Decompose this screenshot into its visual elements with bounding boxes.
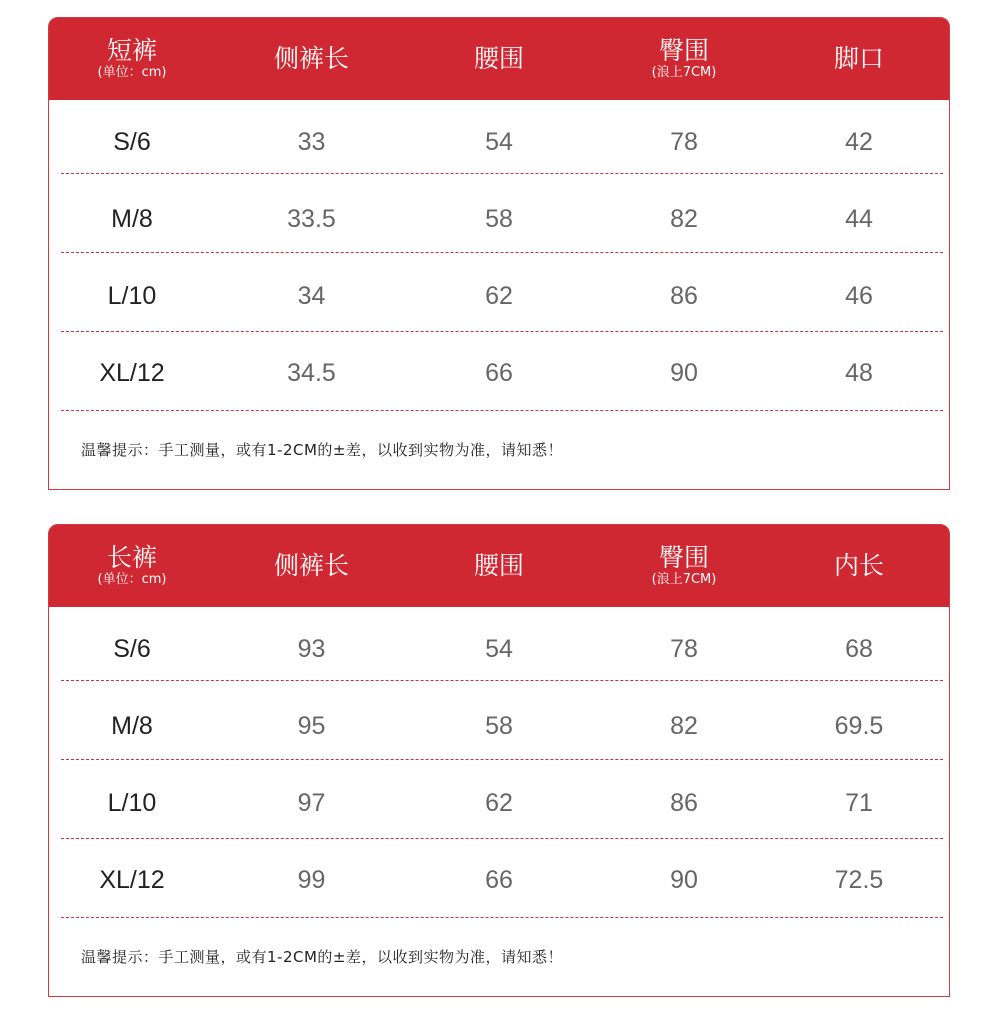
- header-label: 臀围: [658, 543, 709, 572]
- row-divider: [61, 917, 943, 918]
- row-divider: [61, 759, 943, 760]
- size-cell: M/8: [111, 205, 153, 233]
- row-divider: [61, 838, 943, 839]
- table-row: [49, 335, 949, 412]
- value-cell: 86: [670, 282, 698, 310]
- table-title: 短裤: [106, 36, 157, 65]
- table-row: [49, 842, 949, 919]
- table-title: 长裤: [106, 543, 157, 572]
- header-label: 脚口: [833, 44, 884, 73]
- header-label: 腰围: [473, 551, 524, 580]
- hip-note: (浪上7CM): [651, 572, 717, 587]
- value-cell: 58: [485, 712, 513, 740]
- value-cell: 99: [297, 866, 326, 894]
- table-header: [49, 18, 949, 100]
- size-cell: XL/12: [99, 359, 165, 387]
- header-hip: [619, 525, 749, 607]
- value-cell: 90: [670, 866, 698, 894]
- value-cell: 58: [485, 205, 513, 233]
- header-waist: [444, 18, 554, 100]
- value-cell: 33.5: [287, 205, 336, 233]
- value-cell: 97: [297, 789, 326, 817]
- value-cell: 71: [845, 789, 873, 817]
- table-row: [49, 258, 949, 335]
- size-cell: S/6: [113, 128, 151, 156]
- header-label: 臀围: [658, 36, 709, 65]
- value-cell: 62: [485, 789, 513, 817]
- header-leg-opening: [804, 18, 914, 100]
- table-row: [49, 611, 949, 688]
- size-cell: L/10: [107, 282, 157, 310]
- header-label: 侧裤长: [273, 551, 349, 580]
- value-cell: 54: [485, 128, 513, 156]
- table-row: [49, 765, 949, 842]
- row-divider: [61, 252, 943, 253]
- table-row: [49, 181, 949, 258]
- value-cell: 93: [297, 635, 326, 663]
- value-cell: 72.5: [834, 866, 884, 894]
- value-cell: 34: [297, 282, 326, 310]
- measurement-note: 温馨提示：手工测量，或有1-2CM的±差，以收到实物为准，请知悉！: [81, 948, 563, 966]
- header-title-cell: [77, 525, 187, 607]
- value-cell: 66: [485, 866, 513, 894]
- value-cell: 54: [485, 635, 513, 663]
- header-label: 内长: [833, 551, 884, 580]
- trousers-size-table: [48, 524, 950, 997]
- value-cell: 68: [845, 635, 873, 663]
- header-label: 腰围: [473, 44, 524, 73]
- header-side-length: [254, 18, 369, 100]
- header-hip: [619, 18, 749, 100]
- table-row: [49, 688, 949, 765]
- value-cell: 90: [670, 359, 698, 387]
- header-title-cell: [77, 18, 187, 100]
- row-divider: [61, 410, 943, 411]
- header-inseam: [804, 525, 914, 607]
- row-divider: [61, 680, 943, 681]
- table-row: [49, 104, 949, 181]
- value-cell: 33: [297, 128, 326, 156]
- size-cell: XL/12: [99, 866, 165, 894]
- size-cell: L/10: [107, 789, 157, 817]
- unit-label: (单位：cm): [97, 65, 167, 80]
- row-divider: [61, 331, 943, 332]
- row-divider: [61, 173, 943, 174]
- value-cell: 82: [670, 712, 698, 740]
- measurement-note: 温馨提示：手工测量，或有1-2CM的±差，以收到实物为准，请知悉！: [81, 441, 563, 459]
- size-cell: M/8: [111, 712, 153, 740]
- table-header: [49, 525, 949, 607]
- value-cell: 78: [670, 128, 698, 156]
- value-cell: 95: [297, 712, 326, 740]
- shorts-size-table: [48, 17, 950, 490]
- value-cell: 44: [845, 205, 873, 233]
- size-cell: S/6: [113, 635, 151, 663]
- value-cell: 46: [845, 282, 873, 310]
- value-cell: 69.5: [834, 712, 884, 740]
- value-cell: 42: [845, 128, 873, 156]
- unit-label: (单位：cm): [97, 572, 167, 587]
- value-cell: 86: [670, 789, 698, 817]
- hip-note: (浪上7CM): [651, 65, 717, 80]
- header-waist: [444, 525, 554, 607]
- value-cell: 82: [670, 205, 698, 233]
- value-cell: 48: [845, 359, 873, 387]
- header-label: 侧裤长: [273, 44, 349, 73]
- header-side-length: [254, 525, 369, 607]
- value-cell: 78: [670, 635, 698, 663]
- value-cell: 66: [485, 359, 513, 387]
- value-cell: 62: [485, 282, 513, 310]
- value-cell: 34.5: [287, 359, 336, 387]
